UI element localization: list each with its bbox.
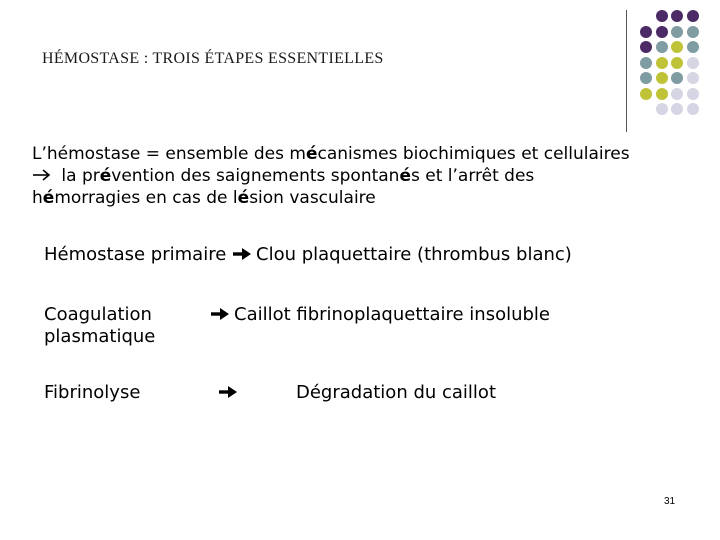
decorative-dot — [656, 26, 668, 38]
step-coagulation-result — [210, 304, 550, 326]
decorative-dot — [671, 10, 683, 22]
decorative-dot — [687, 72, 699, 84]
step-result: Caillot fibrinoplaquettaire insoluble — [234, 304, 551, 325]
bold-arrow-icon — [210, 307, 230, 321]
decorative-dot — [656, 72, 668, 84]
decorative-dot — [640, 72, 652, 84]
decorative-dot — [671, 26, 683, 38]
decorative-dot — [671, 41, 683, 53]
step-fibrinolysis-arrow — [218, 382, 242, 404]
bold-arrow-icon — [218, 385, 238, 399]
decorative-dot — [656, 88, 668, 100]
decorative-dot — [671, 72, 683, 84]
step-primary-hemostasis — [44, 244, 572, 266]
decorative-dot — [640, 26, 652, 38]
step-label-line-1: Coagulation — [44, 304, 152, 325]
decorative-dot — [671, 103, 683, 115]
decorative-dot — [656, 10, 668, 22]
decorative-dot — [640, 57, 652, 69]
step-label-line-2: plasmatique — [44, 326, 156, 347]
decorative-dot — [656, 57, 668, 69]
intro-paragraph — [32, 143, 702, 209]
decorative-dot — [656, 41, 668, 53]
decorative-dot — [640, 41, 652, 53]
step-result: Clou plaquettaire (thrombus blanc) — [256, 244, 572, 265]
decorative-dot — [640, 88, 652, 100]
decorative-dot — [671, 88, 683, 100]
decorative-dot — [687, 26, 699, 38]
decorative-dot — [687, 10, 699, 22]
intro-line-1: L’hémostase = ensemble des mécanismes biochimiques et cellulaires — [32, 144, 630, 164]
intro-line-3: hémorragies en cas de lésion vasculaire — [32, 188, 376, 208]
step-label: Hémostase primaire — [44, 244, 227, 265]
step-fibrinolysis-label: Fibrinolyse — [44, 382, 141, 403]
slide-title: HÉMOSTASE : TROIS ÉTAPES ESSENTIELLES — [42, 50, 384, 67]
bold-arrow-icon — [232, 247, 252, 261]
decorative-dot — [671, 57, 683, 69]
decorative-dot — [687, 88, 699, 100]
step-fibrinolysis-result: Dégradation du caillot — [296, 382, 497, 403]
decorative-dot — [687, 103, 699, 115]
decorative-dot — [687, 41, 699, 53]
decorative-dot — [687, 57, 699, 69]
thin-arrow-icon — [32, 168, 52, 182]
page-number: 31 — [664, 496, 676, 507]
step-coagulation-label — [44, 304, 155, 348]
intro-line-2: la prévention des saignements spontanés et l’arrêt des — [32, 165, 702, 187]
decorative-dot — [656, 103, 668, 115]
decorative-divider-line — [626, 10, 627, 132]
